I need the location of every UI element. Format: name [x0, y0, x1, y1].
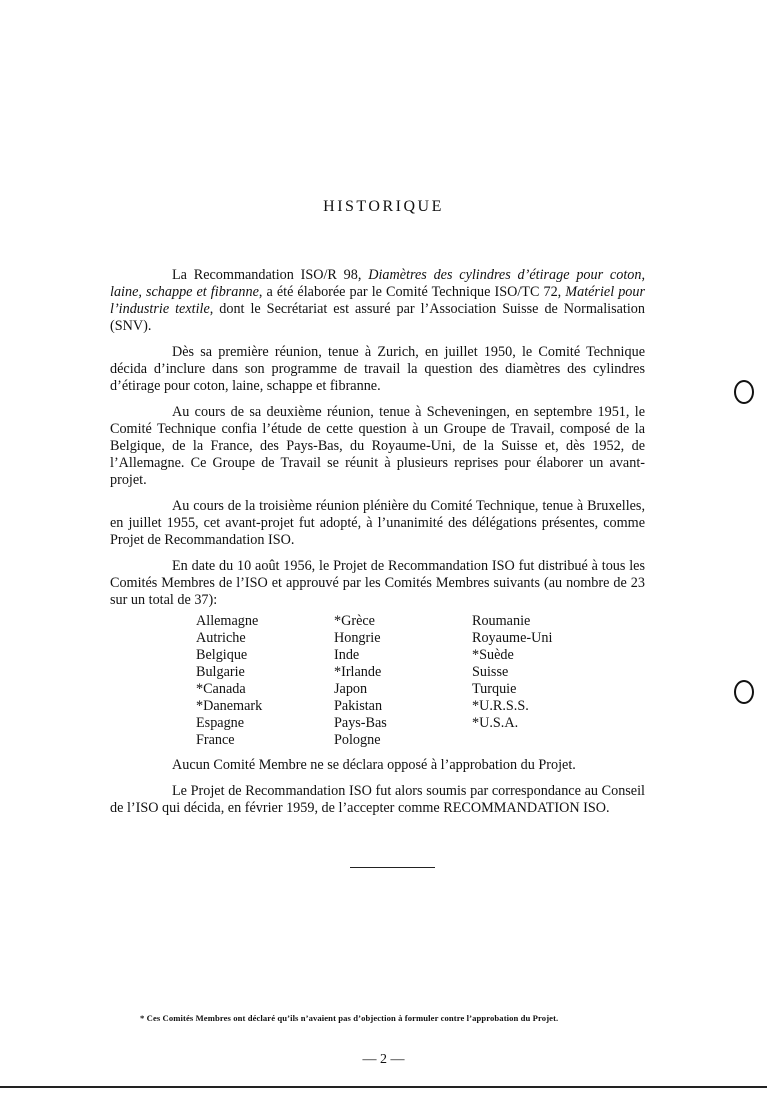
member-country: Suisse: [472, 664, 509, 680]
page-edge: [0, 1086, 767, 1088]
member-country: *Suède: [472, 647, 514, 663]
member-country: *Irlande: [334, 664, 382, 680]
paragraph-3: Au cours de sa deuxième réunion, tenue à Scheveningen, en septembre 1951, le Comité Technique confia l’étude de cette question à un Groupe de Travail, composé de la Belgique, de la France, des Pays-Bas, du Royaume-Uni, de la Suisse et, dès 1952, de l’Allemagne. Ce Groupe de Travail se réunit à plusieurs reprises pour élaborer un avant-projet.: [110, 404, 645, 488]
document-body: [110, 267, 645, 826]
paragraph-7: Le Projet de Recommandation ISO fut alors soumis par correspondance au Conseil de l’ISO qui décida, en février 1959, de l’accepter comme RECOMMANDATION ISO.: [110, 783, 645, 816]
member-country: Hongrie: [334, 630, 381, 646]
footnote: * Ces Comités Membres ont déclaré qu’ils n’avaient pas d’objection à formuler contre l’approbation du Projet.: [140, 1013, 559, 1023]
text: , a été élaborée par le Comité Technique ISO/TC 72,: [258, 284, 566, 300]
member-country: Bulgarie: [196, 664, 245, 680]
punch-hole-icon: [734, 380, 754, 404]
member-country: *U.R.S.S.: [472, 698, 529, 714]
member-country: Roumanie: [472, 613, 531, 629]
paragraph-5: En date du 10 août 1956, le Projet de Recommandation ISO fut distribué à tous les Comités Membres de l’ISO et approuvé par les Comités Membres suivants (au nombre de 23 sur un total de 37):: [110, 558, 645, 608]
member-country: Inde: [334, 647, 360, 663]
member-country: Pays-Bas: [334, 715, 387, 731]
member-country: Royaume-Uni: [472, 630, 553, 646]
member-country: *Danemark: [196, 698, 263, 714]
committee-title: Matériel pour l’industrie textile: [110, 284, 645, 317]
member-country: Allemagne: [196, 613, 259, 629]
member-country: Pologne: [334, 732, 381, 748]
member-country: France: [196, 732, 235, 748]
member-country: *Grèce: [334, 613, 375, 629]
text: , dont le Secrétariat est assuré par l’Association Suisse de Normalisation (SNV).: [110, 301, 645, 334]
paragraph-1: [110, 267, 645, 335]
page-title: HISTORIQUE: [323, 198, 444, 215]
paragraph-6: Aucun Comité Membre ne se déclara opposé à l’approbation du Projet.: [172, 757, 576, 773]
member-country: Pakistan: [334, 698, 383, 714]
punch-hole-icon: [734, 680, 754, 704]
member-country: Turquie: [472, 681, 517, 697]
paragraph-4: Au cours de la troisième réunion plénière du Comité Technique, tenue à Bruxelles, en juillet 1955, cet avant-projet fut adopté, à l’unanimité des délégations présentes, comme Projet de Recommandation ISO.: [110, 498, 645, 548]
member-country: Japon: [334, 681, 368, 697]
member-country: *U.S.A.: [472, 715, 519, 731]
page-number: — 2 —: [362, 1052, 405, 1067]
member-list: [196, 613, 645, 749]
paragraph-2: Dès sa première réunion, tenue à Zurich, en juillet 1950, le Comité Technique décida d’inclure dans son programme de travail la question des diamètres des cylindres d’étirage pour coton, laine, schappe et fibranne.: [110, 344, 645, 394]
divider: [350, 867, 435, 868]
member-country: [472, 732, 622, 749]
member-country: *Canada: [196, 681, 246, 697]
member-country: Espagne: [196, 715, 245, 731]
member-country: Autriche: [196, 630, 246, 646]
member-country: Belgique: [196, 647, 248, 663]
standard-title: Diamètres des cylindres d’étirage pour coton, laine, schappe et fibranne: [110, 267, 645, 300]
text: La Recommandation ISO/R 98,: [172, 267, 369, 283]
